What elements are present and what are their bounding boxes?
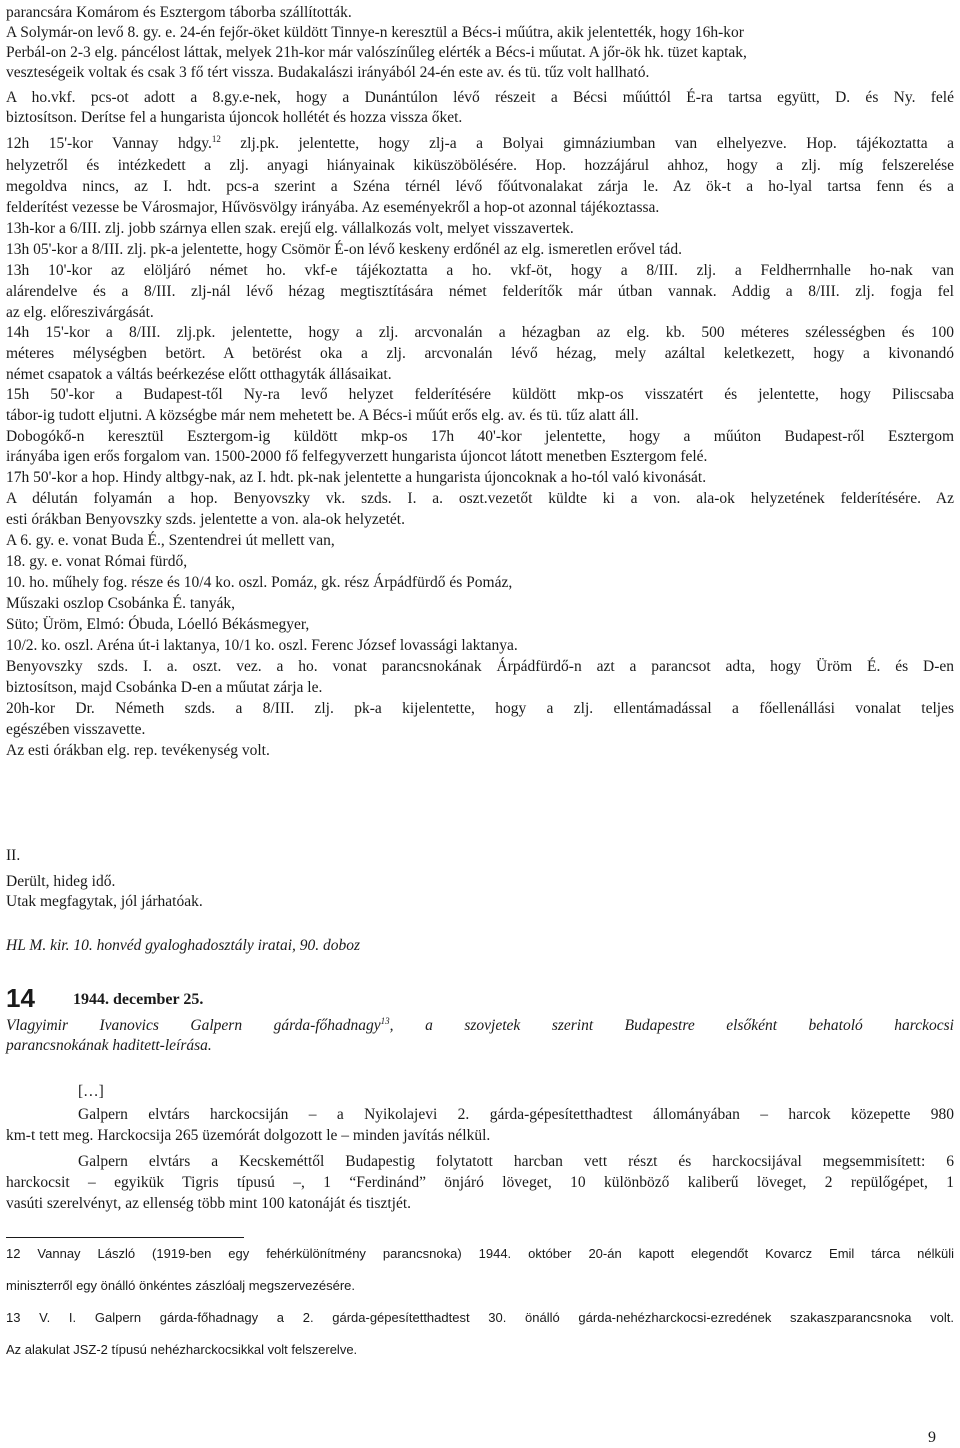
- body-line: felderítést vezesse be Városmajor, Hűvösvölgy irányába. Az eseményekről a hop-ot azonnal tájékoztassa.: [6, 199, 660, 216]
- body-line: 20h-kor Dr. Németh szds. a 8/III. zlj. pk-a kijelentette, hogy a zlj. ellentámadással a főellenállási vonalat teljes: [6, 700, 954, 717]
- body-line: Benyovszky szds. I. a. oszt. vez. a ho. vonat parancsnokának Árpádfürdő-n azt a parancsot adta, hogy Üröm É. és D-en: [6, 658, 954, 675]
- body-line: 13h 10'-kor az elöljáró német ho. vkf-e tájékoztatta a ho. vkf-öt, hogy a 8/III. zlj. a Feldherrnhalle ho-nak van: [6, 262, 954, 279]
- footnote-13-line-1: 13 V. I. Galpern gárda-főhadnagy a 2. gárda-gépesítetthadtest 30. önálló gárda-nehézharckocsi-ezredének szakaszparancsnoka volt.: [6, 1310, 954, 1325]
- para-2-line-1: Galpern elvtárs a Kecskeméttől Budapestig folytatott harcban vett részt és harckocsijával megsemmisített: 6: [78, 1153, 954, 1170]
- body-line: 15h 50'-kor a Budapest-től Ny-ra levő helyzet felderítésére küldött mkp-os visszatért és jelentette, hogy Piliscsaba: [6, 386, 954, 403]
- body-line: 10/2. ko. oszl. Aréna út-i laktanya, 10/1 ko. oszl. Ferenc József lovassági laktanya.: [6, 637, 518, 654]
- page-number: 9: [928, 1429, 936, 1446]
- body-line: veszteségeik voltak és csak 3 fő tért vissza. Budakalászi irányából 24-én este av. és tü. tűz volt hallható.: [6, 64, 650, 81]
- body-line: irányába igen erős forgalom van. 1500-2000 fő felfegyverzett hungarista újoncot látott menetben Esztergom felé.: [6, 448, 708, 465]
- document-header: [6, 983, 906, 1013]
- body-line: megoldva nincs, az I. hdt. pcs-a szerint a Széna térnél lévő főútvonalakat zárja le. Az ök-t a ho-lyal tartsa fenn és a: [6, 178, 954, 195]
- body-line: 17h 50'-kor a hop. Hindy altbgy-nak, az I. hdt. pk-nak jelentette a hungarista újoncoknak a ho-tól való kivonását.: [6, 469, 707, 486]
- section-2-line-2: Utak megfagytak, jól járhatóak.: [6, 893, 203, 910]
- body-line: Süto; Üröm, Elmó: Óbuda, Lóelló Békásmegyer,: [6, 616, 310, 633]
- section-2-heading: II.: [6, 847, 21, 864]
- body-line: biztosítson, majd Csobánka D-en a műutat zárja le.: [6, 679, 323, 696]
- footnote-12-line-1: 12 Vannay László (1919-ben egy fehérkülönítmény parancsnoka) 1944. október 20-án kapott elegendőt Kovarcz Emil tárca nélküli: [6, 1246, 954, 1261]
- footnote-ref-12: 12: [211, 134, 221, 144]
- source-note: HL M. kir. 10. honvéd gyaloghadosztály iratai, 90. doboz: [6, 937, 361, 954]
- body-line: esti órákban Benyovszky szds. jelentette a von. ala-ok helyzetét.: [6, 511, 405, 528]
- omission-mark: […]: [78, 1083, 104, 1100]
- para-2-line-3: vasúti szerelvényt, az ellenség több mint 100 katonáját és tisztjét.: [6, 1195, 412, 1212]
- footnote-13-line-2: Az alakulat JSZ-2 típusú nehézharckocsikkal volt felszerelve.: [6, 1342, 358, 1357]
- body-text: [6, 0, 954, 900]
- para-2-line-2: harckocsit – egyikük Tigris típusú –, 1 “Ferdinánd” önjáró löveget, 10 különböző kaliberű löveget, 2 repülőgépet, 1: [6, 1174, 954, 1191]
- body-line: Perbál-on 2-3 elg. páncélost láttak, melyek 21h-kor már valószínűleg elérték a Bécs-i műutat. A jőr-ök hk. tüzet kaptak,: [6, 44, 747, 61]
- body-line: A délután folyamán a hop. Benyovszky vk. szds. I. a. oszt.vezetőt küldte ki a von. ala-ok helyzetének felderítésére. Az: [6, 490, 954, 507]
- body-line: német csapatok a váltás beérkezése előtt otthagyták állásaikat.: [6, 366, 392, 383]
- body-line: méteres mélységben betört. A betörést oka a zlj. arcvonalán lévő hézag, mely azáltal keletkezett, hogy a kivonandó: [6, 345, 954, 362]
- document-intro-line-1: Vlagyimir Ivanovics Galpern gárda-főhadnagy$^{13}$, a szovjetek szerint Budapestre elsőként behatoló harckocsi: [6, 1016, 954, 1034]
- section-2-line-1: Derült, hideg idő.: [6, 873, 116, 890]
- body-line: A 6. gy. e. vonat Buda É., Szentendrei út mellett van,: [6, 532, 335, 549]
- body-line: Dobogókő-n keresztül Esztergom-ig küldött mkp-os 17h 40'-kor jelentette, hogy a műúton Budapest-ről Esztergom: [6, 428, 954, 445]
- document-body: [6, 1016, 954, 1246]
- para-1-line-1: Galpern elvtárs harckocsiján – a Nyikolajevi 2. gárda-gépesítetthadtest állományában – harcok közepette 980: [78, 1106, 954, 1123]
- footnote-12-line-2: miniszterről egy önálló önkéntes zászlóalj megszervezésére.: [6, 1278, 355, 1293]
- body-line: 14h 15'-kor a 8/III. zlj.pk. jelentette, hogy a zlj. arcvonalán a hézagban az elg. kb. 500 méteres szélességben és 100: [6, 324, 954, 341]
- body-line: alárendelve és a 8/III. zlj-nál lévő hézag megtisztítására német felderítők már útban vannak. Addig a 8/III. zlj. fogja fel: [6, 283, 954, 300]
- footnote-rule: [6, 1237, 244, 1238]
- para-1-line-2: km-t tett meg. Harckocsija 265 üzemórát dolgozott le – minden javítás nélkül.: [6, 1127, 491, 1144]
- body-line: 13h-kor a 6/III. zlj. jobb szárnya ellen szak. erejű elg. vállalkozás volt, melyet visszavertek.: [6, 220, 574, 237]
- body-line: helyzetről és intézkedett a zlj. anyagi hiányainak kiküszöbölésére. Hop. hozzájárul ahhoz, hogy a zlj. míg felszerelése: [6, 157, 954, 174]
- body-line: 12h 15'-kor Vannay hdgy.$^{12}$ zlj.pk. jelentette, hogy zlj-a a Bolyai gimnáziumban van elhelyezve. Hop. tájékoztatta a: [6, 134, 954, 152]
- section-2: [6, 846, 954, 926]
- body-line: parancsára Komárom és Esztergom táborba szállították.: [6, 4, 352, 21]
- document-date: 1944. december 25.: [73, 991, 204, 1008]
- footnote-ref-13: 13: [380, 1016, 390, 1026]
- body-line: A ho.vkf. pcs-ot adott a 8.gy.e-nek, hogy a Dunántúlon lévő részeit a Bécsi műúttól É-ra tartsa együtt, D. és Ny. felé: [6, 89, 954, 106]
- body-line: tábor-ig tudott eljutni. A községbe már nem mehetett be. A Bécs-i műút erős elg. av. és tü. tűz alatt áll.: [6, 407, 639, 424]
- body-line: az elg. előreszivárgását.: [6, 304, 154, 321]
- body-line: 13h 05'-kor a 8/III. zlj. pk-a jelentette, hogy Csömör É-on lévő keskeny erdőnél az elg. ismeretlen erővel tád.: [6, 241, 682, 258]
- document-intro-line-2: parancsnokának haditett-leírása.: [6, 1037, 212, 1054]
- body-line: Az esti órákban elg. rep. tevékenység volt.: [6, 742, 270, 759]
- source-note-block: [6, 936, 954, 958]
- body-line: 18. gy. e. vonat Római fürdő,: [6, 553, 188, 570]
- document-number: 14: [6, 983, 35, 1013]
- body-line: A Solymár-on levő 8. gy. e. 24-én fejőr-öket küldött Tinnye-n keresztül a Bécs-i műútra, akik jelentették, hogy 16h-kor: [6, 24, 744, 41]
- body-line: Műszaki oszlop Csobánka É. tanyák,: [6, 595, 236, 612]
- body-line: 10. ho. műhely fog. része és 10/4 ko. oszl. Pomáz, gk. rész Árpádfürdő és Pomáz,: [6, 574, 513, 591]
- body-line: biztosítson. Derítse fel a hungarista újoncok hollétét és hozza vissza őket.: [6, 109, 463, 126]
- body-line: egészében visszavette.: [6, 721, 146, 738]
- footnotes: [6, 1244, 954, 1357]
